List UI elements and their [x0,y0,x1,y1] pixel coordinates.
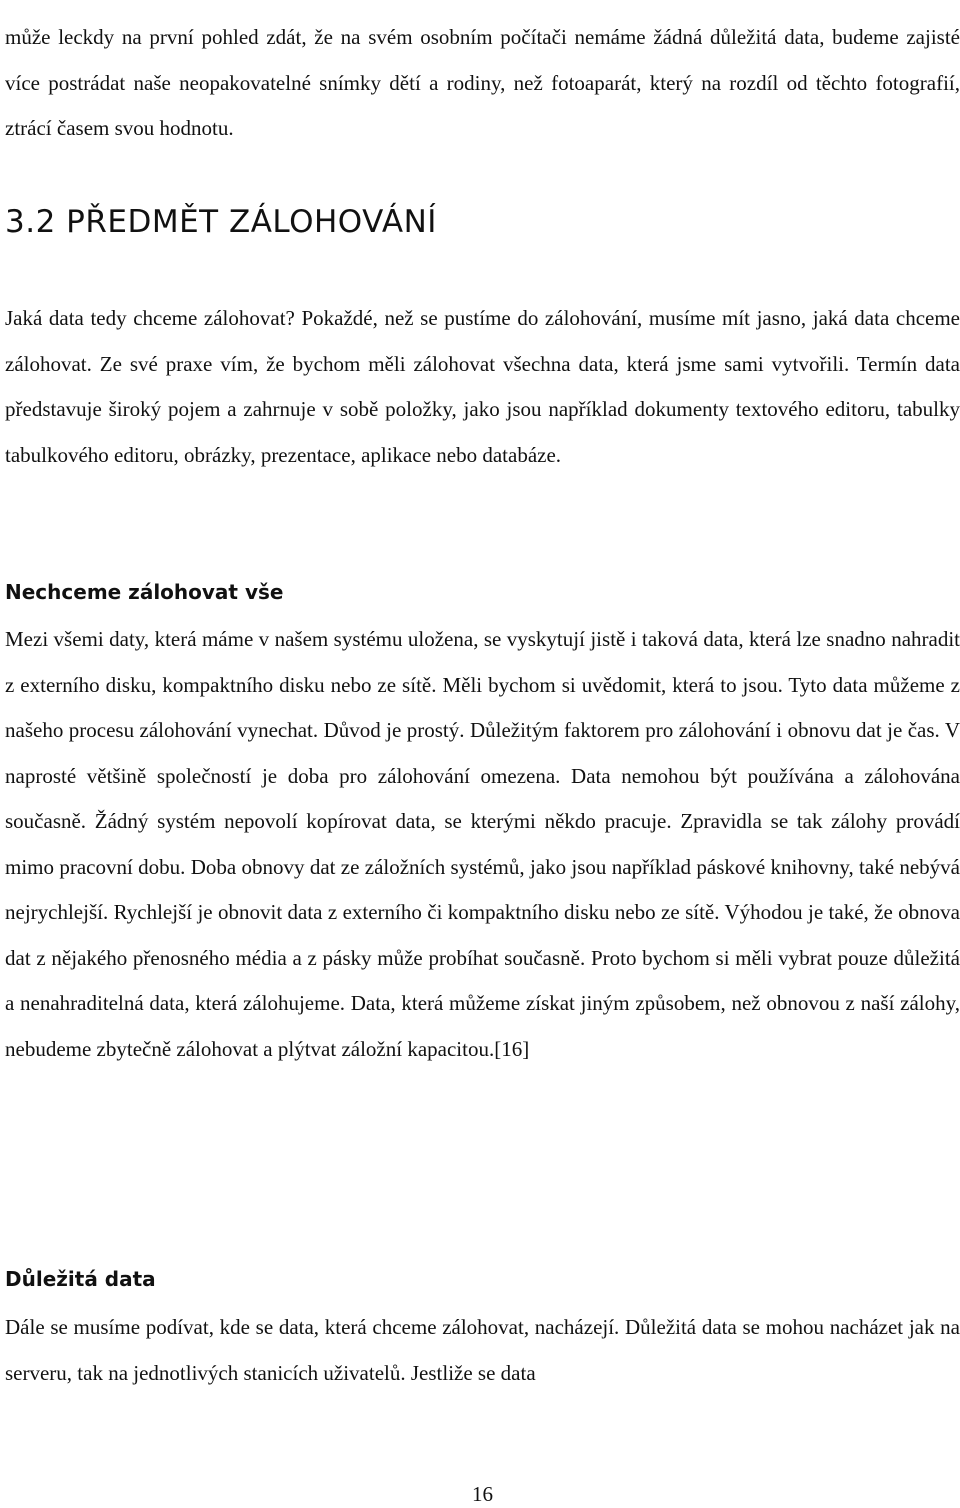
subsection-heading-1: Nechceme zálohovat vše [5,580,284,604]
section-heading: 3.2 PŘEDMĚT ZÁLOHOVÁNÍ [5,204,437,240]
section-paragraph: Jaká data tedy chceme zálohovat? Pokaždé, než se pustíme do zálohování, musíme mít jasno, jaká data chceme zálohovat. Ze své praxe vím, že bychom měli zálohovat všechna data, která jsme sami vytvořili. Termín data představuje široký pojem a zahrnuje v sobě položky, jako jsou například dokumenty textového editoru, tabulky tabulkového editoru, obrázky, prezentace, aplikace nebo databáze. [5,306,960,467]
page-number: 16 [472,1482,493,1506]
subsection-paragraph-1: Mezi všemi daty, která máme v našem systému uložena, se vyskytují jistě i taková data, která lze snadno nahradit z externího disku, kompaktního disku nebo ze sítě. Měli bychom si uvědomit, která to jsou. Tyto data můžeme z našeho procesu zálohování vynechat. Důvod je prostý. Důležitým faktorem pro zálohování i obnovu dat je čas. V naprosté většině společností je doba pro zálohování omezena. Data nemohou být používána a zálohována současně. Žádný systém nepovolí kopírovat data, se kterými někdo pracuje. Zpravidla se tak zálohy provádí mimo pracovní dobu. Doba obnovy dat ze záložních systémů, jako jsou například páskové knihovny, také nebývá nejrychlejší. Rychlejší je obnovit data z externího či kompaktního disku nebo ze sítě. Výhodou je také, že obnova dat z nějakého přenosného média a z pásky může probíhat současně. Proto bychom si měli vybrat pouze důležitá a nenahraditelná data, která zálohujeme. Data, která můžeme získat jiným způsobem, než obnovou z naší zálohy, nebudeme zbytečně zálohovat a plýtvat záložní kapacitou.[16] [5,627,960,1061]
document-page [5,0,960,1508]
subsection-paragraph-2: Dále se musíme podívat, kde se data, která chceme zálohovat, nacházejí. Důležitá data se mohou nacházet jak na serveru, tak na jednotlivých stanicích uživatelů. Jestliže se data [5,1315,960,1385]
subsection-heading-2: Důležitá data [5,1267,156,1291]
intro-paragraph: může leckdy na první pohled zdát, že na svém osobním počítači nemáme žádná důležitá data, budeme zajisté více postrádat naše neopakovatelné snímky dětí a rodiny, než fotoaparát, který na rozdíl od těchto fotografií, ztrácí časem svou hodnotu. [5,25,960,140]
